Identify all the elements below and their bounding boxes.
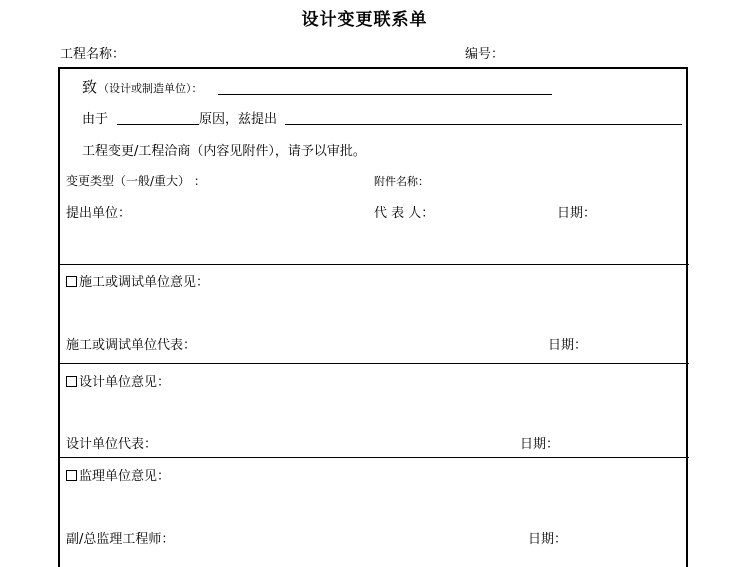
supervision-opinion-label: 监理单位意见：: [66, 465, 170, 484]
construction-date-label: 日期：: [548, 338, 588, 353]
form-title: 设计变更联系单: [301, 10, 428, 30]
divider: [60, 457, 689, 458]
reason-underline[interactable]: [117, 124, 199, 125]
divider: [60, 363, 689, 364]
supervision-date-label: 日期：: [528, 532, 568, 547]
reason-prefix: 由于: [82, 112, 109, 127]
supervision-checkbox[interactable]: [66, 470, 77, 481]
attachment-label: 附件名称：: [374, 175, 429, 188]
change-text: 工程变更/工程洽商（内容见附件），请予以审批。: [82, 144, 366, 159]
to-underline[interactable]: [218, 94, 552, 95]
construction-opinion-label: 施工或调试单位意见：: [66, 271, 209, 290]
proposal-underline[interactable]: [285, 124, 682, 125]
change-type-label: 变更类型（一般/重大） ：: [66, 174, 206, 188]
to-label: 致: [82, 78, 98, 96]
to-sublabel: （设计或制造单位）：: [98, 82, 203, 95]
divider: [60, 264, 689, 265]
design-opinion-label: 设计单位意见：: [66, 371, 170, 390]
proposer-unit-label: 提出单位：: [66, 206, 132, 221]
project-name-label: 工程名称：: [60, 47, 126, 62]
construction-rep-label: 施工或调试单位代表：: [66, 338, 197, 353]
representative-label: 代 表 人：: [374, 206, 435, 221]
reason-middle: 原因，兹提出: [199, 112, 278, 127]
number-label: 编号：: [465, 47, 505, 62]
design-date-label: 日期：: [520, 437, 560, 452]
proposer-date-label: 日期：: [557, 206, 597, 221]
construction-checkbox[interactable]: [66, 276, 77, 287]
design-rep-label: 设计单位代表：: [66, 437, 158, 452]
supervision-rep-label: 副/总监理工程师：: [66, 532, 175, 547]
design-checkbox[interactable]: [66, 376, 77, 387]
